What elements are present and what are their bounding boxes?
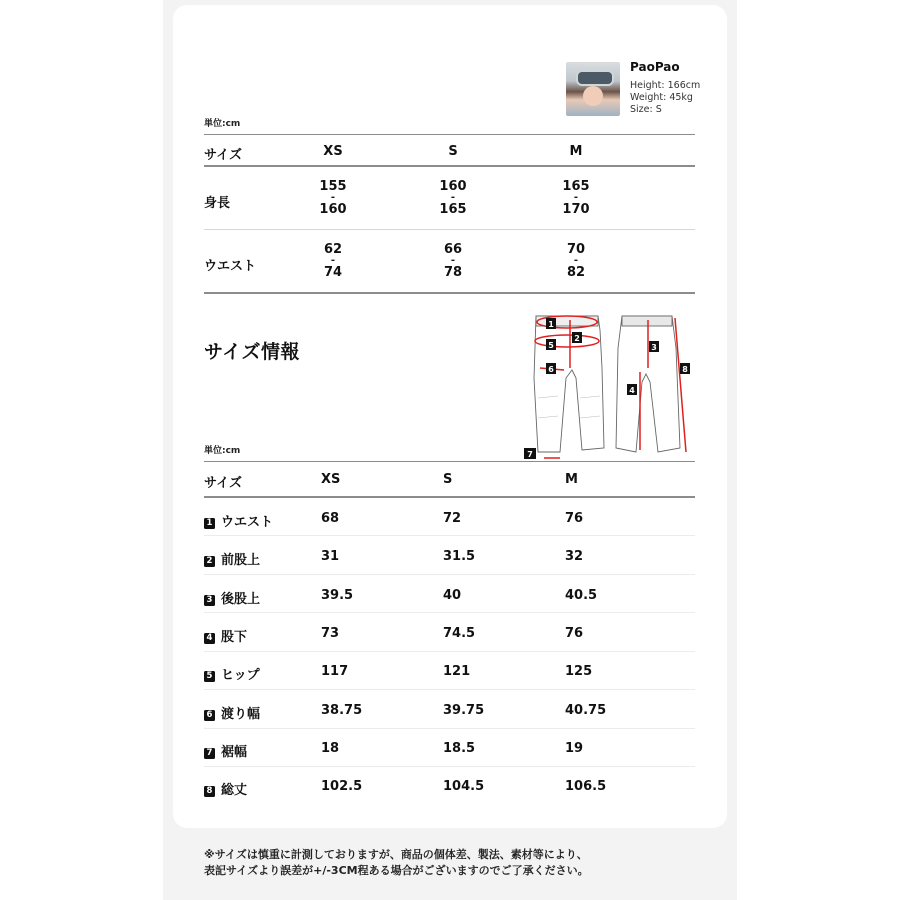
divider xyxy=(204,651,695,652)
disclaimer-line-1: ※サイズは慎重に計測しておりますが、商品の個体差、製法、素材等により、 xyxy=(204,848,588,861)
number-badge: 8 xyxy=(204,786,215,797)
table1-cell: 62 - 74 xyxy=(323,242,343,280)
table1-cell: 165 - 170 xyxy=(562,179,590,217)
divider xyxy=(204,461,695,462)
badge-8: 8 xyxy=(682,365,688,374)
model-name: PaoPao xyxy=(630,60,680,74)
cell-xs: 117 xyxy=(321,664,349,679)
badge-1: 1 xyxy=(548,320,554,329)
disclaimer-line-2: 表記サイズより誤差が+/-3CM程ある場合がございますのでご了承ください。 xyxy=(204,864,589,877)
row-label: ウエスト xyxy=(221,515,274,530)
row-label: 後股上 xyxy=(221,592,261,607)
table1-row-label: 身長 xyxy=(204,196,231,211)
badge-3: 3 xyxy=(651,343,657,352)
divider xyxy=(204,165,695,167)
divider xyxy=(204,574,695,575)
table1-header-xs: XS xyxy=(323,144,343,159)
row-label: 股下 xyxy=(221,630,248,645)
number-badge: 7 xyxy=(204,748,215,759)
cell-m: 40.75 xyxy=(565,703,607,718)
cell-s: 121 xyxy=(443,664,471,679)
divider xyxy=(204,229,695,230)
badge-6: 6 xyxy=(548,365,554,374)
divider xyxy=(204,134,695,135)
cell-m: 19 xyxy=(565,741,584,756)
number-badge: 5 xyxy=(204,671,215,682)
table1-row-label: ウエスト xyxy=(204,259,257,274)
model-photo xyxy=(566,62,620,116)
row-label: 前股上 xyxy=(221,553,261,568)
table1-header-m: M xyxy=(569,144,583,159)
row-label: 渡り幅 xyxy=(221,707,261,722)
table2-header-s: S xyxy=(443,472,453,487)
row-label: 総丈 xyxy=(221,783,248,798)
badge-7: 7 xyxy=(527,450,533,459)
cell-m: 125 xyxy=(565,664,593,679)
cell-s: 18.5 xyxy=(443,741,476,756)
number-badge: 4 xyxy=(204,633,215,644)
cell-m: 40.5 xyxy=(565,588,598,603)
divider xyxy=(204,689,695,690)
unit-label: 単位:cm xyxy=(204,446,241,456)
model-height: Height: 166cm xyxy=(630,80,701,91)
table1-cell: 160 - 165 xyxy=(439,179,467,217)
pants-diagram xyxy=(520,308,700,464)
table1-cell: 66 - 78 xyxy=(443,242,463,280)
cell-s: 104.5 xyxy=(443,779,485,794)
cell-m: 76 xyxy=(565,511,584,526)
section-title: サイズ情報 xyxy=(204,341,300,363)
number-badge: 1 xyxy=(204,518,215,529)
goggle-graphic xyxy=(576,70,614,86)
number-badge: 3 xyxy=(204,595,215,606)
row-label: ヒップ xyxy=(221,668,260,683)
cell-xs: 38.75 xyxy=(321,703,363,718)
number-badge: 2 xyxy=(204,556,215,567)
cell-xs: 39.5 xyxy=(321,588,354,603)
cell-xs: 18 xyxy=(321,741,340,756)
cell-m: 106.5 xyxy=(565,779,607,794)
divider xyxy=(204,766,695,767)
divider xyxy=(204,292,695,294)
model-size: Size: S xyxy=(630,104,662,115)
row-label: 裾幅 xyxy=(221,745,248,760)
table1-header-s: S xyxy=(448,144,458,159)
cell-s: 39.75 xyxy=(443,703,485,718)
cell-m: 32 xyxy=(565,549,584,564)
badge-2: 2 xyxy=(574,334,580,343)
table1-cell: 155 - 160 xyxy=(319,179,347,217)
cell-xs: 73 xyxy=(321,626,340,641)
table1-cell: 70 - 82 xyxy=(566,242,586,280)
badge-5: 5 xyxy=(548,341,554,350)
unit-label: 単位:cm xyxy=(204,119,241,129)
face-graphic xyxy=(583,86,603,106)
cell-s: 40 xyxy=(443,588,462,603)
cell-xs: 68 xyxy=(321,511,340,526)
cell-s: 72 xyxy=(443,511,462,526)
cell-xs: 102.5 xyxy=(321,779,363,794)
divider xyxy=(204,496,695,498)
table2-header-m: M xyxy=(565,472,578,487)
cell-s: 31.5 xyxy=(443,549,476,564)
badge-4: 4 xyxy=(629,386,635,395)
cell-m: 76 xyxy=(565,626,584,641)
number-badge: 6 xyxy=(204,710,215,721)
divider xyxy=(204,612,695,613)
divider xyxy=(204,728,695,729)
table1-header-label: サイズ xyxy=(204,148,242,163)
table2-header-label: サイズ xyxy=(204,476,242,491)
table2-header-xs: XS xyxy=(321,472,341,487)
model-weight: Weight: 45kg xyxy=(630,92,693,103)
divider xyxy=(204,535,695,536)
cell-s: 74.5 xyxy=(443,626,476,641)
cell-xs: 31 xyxy=(321,549,340,564)
